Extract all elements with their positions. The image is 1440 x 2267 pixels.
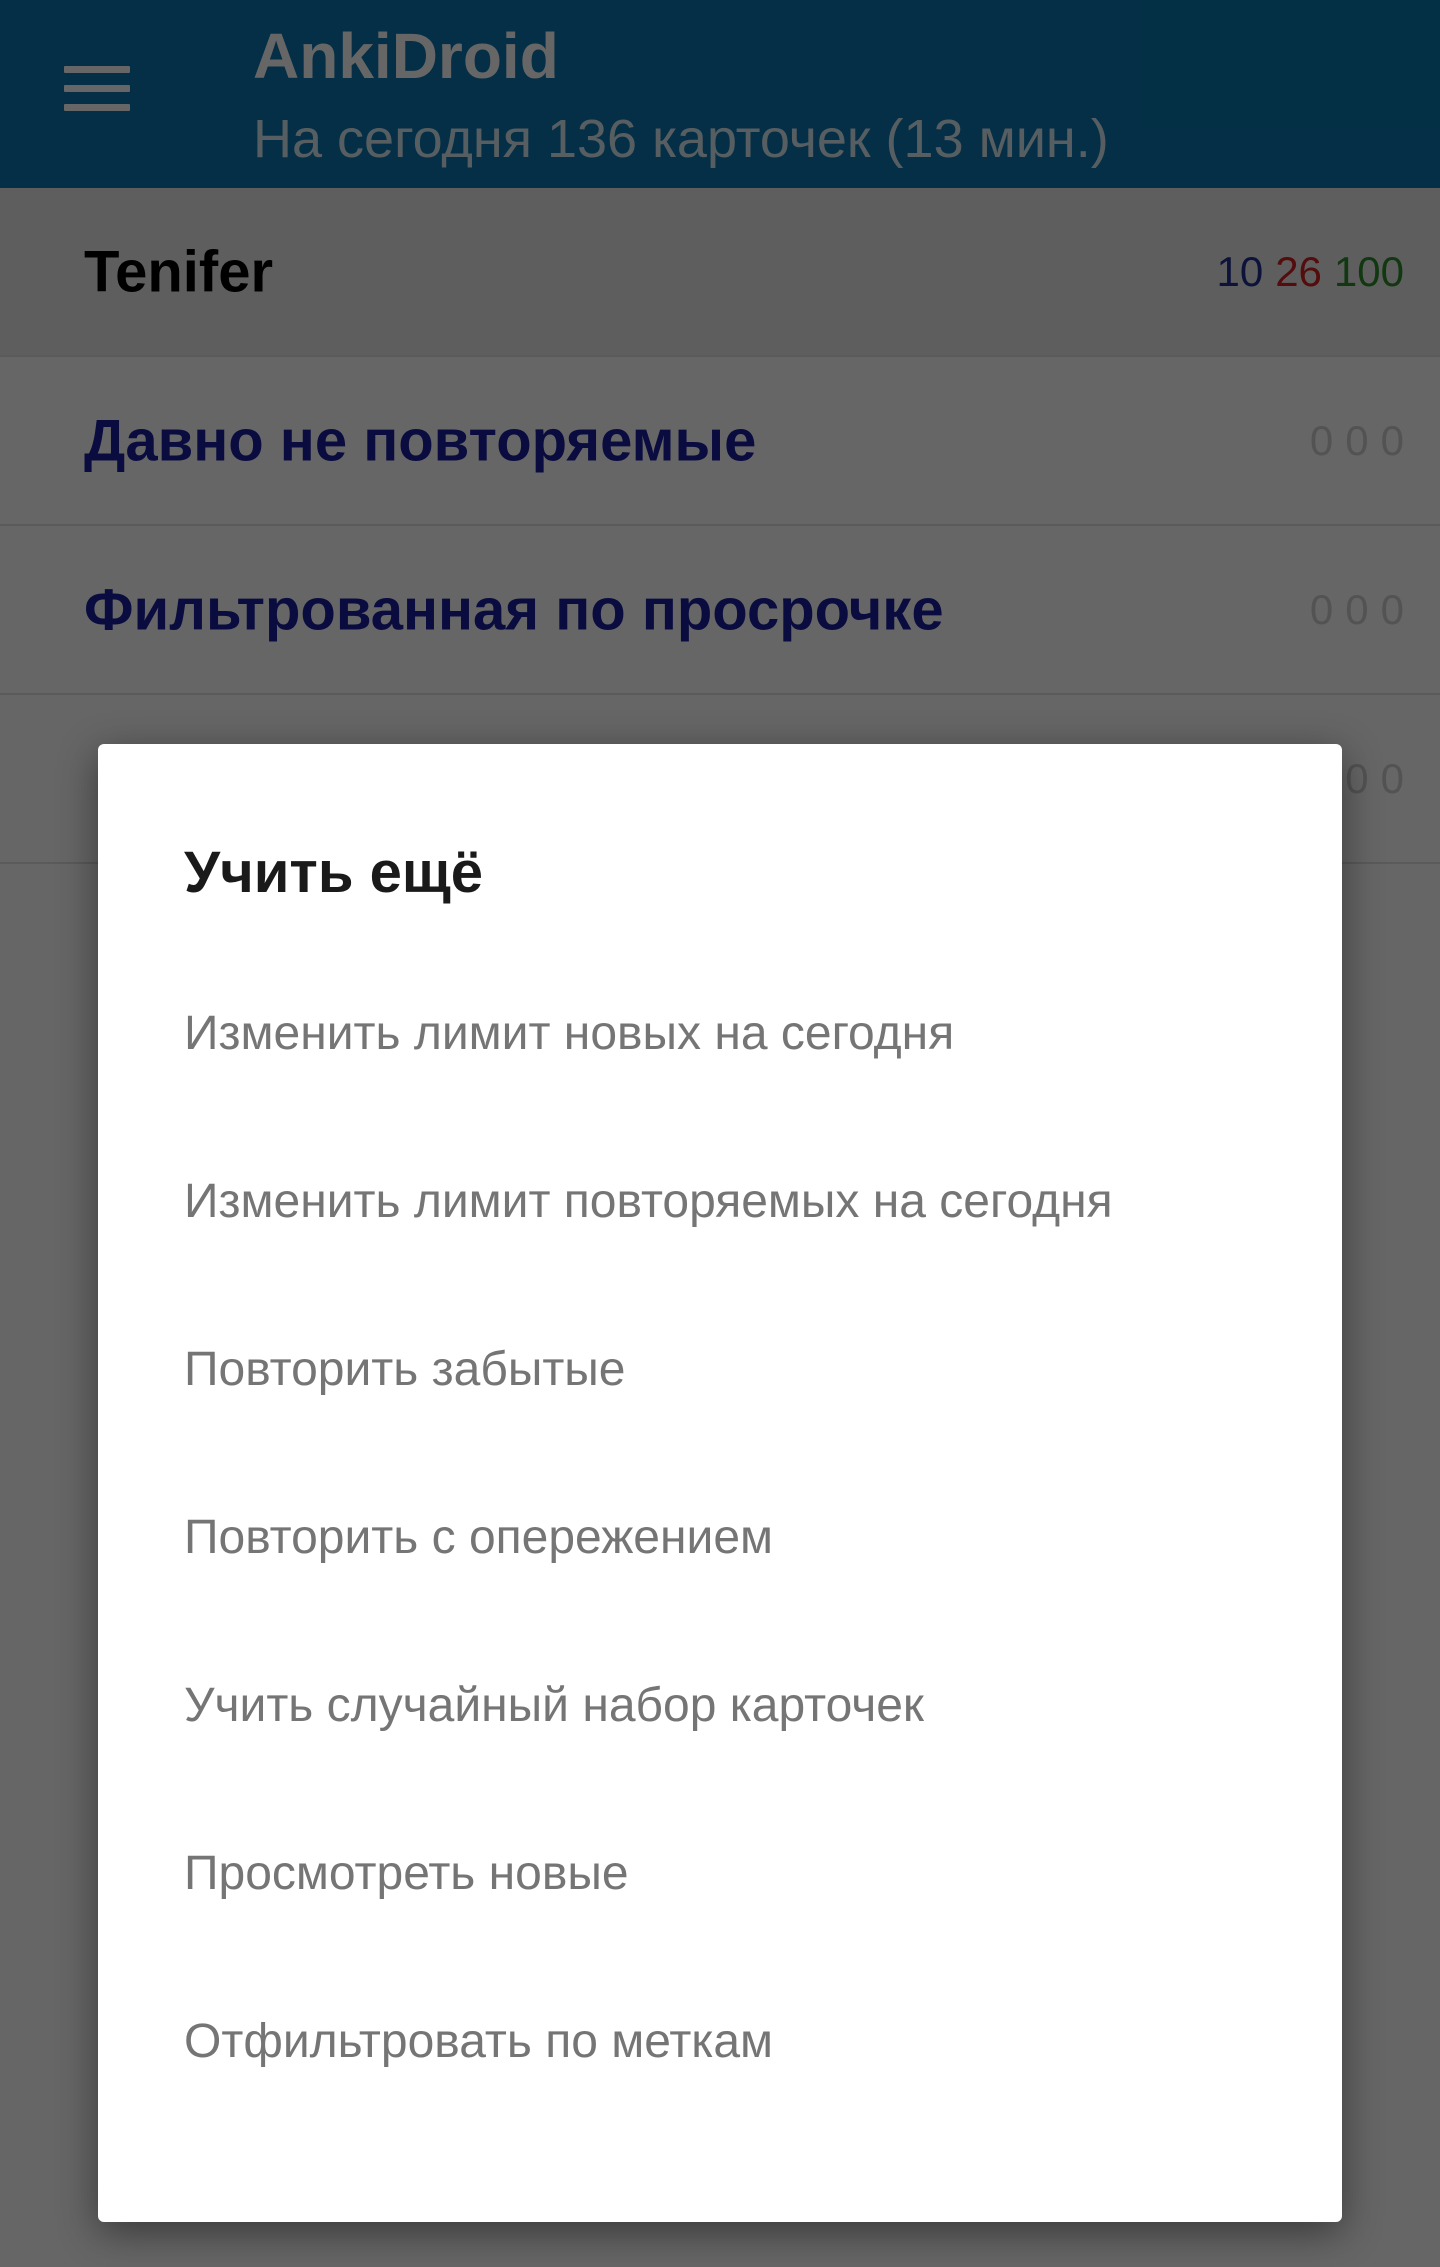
option-filter-by-tags[interactable]: Отфильтровать по меткам [184,2015,774,2068]
option-random-selection[interactable]: Учить случайный набор карточек [184,1679,924,1732]
dialog-title: Учить ещё [184,840,484,905]
study-more-dialog [98,744,1342,2222]
dialog-options [98,950,1342,2126]
option-preview-new[interactable]: Просмотреть новые [184,1847,629,1900]
option-review-forgotten[interactable]: Повторить забытые [184,1343,626,1396]
option-review-limit[interactable]: Изменить лимит повторяемых на сегодня [184,1175,1113,1228]
option-new-limit[interactable]: Изменить лимит новых на сегодня [184,1007,955,1060]
option-review-ahead[interactable]: Повторить с опережением [184,1511,774,1564]
